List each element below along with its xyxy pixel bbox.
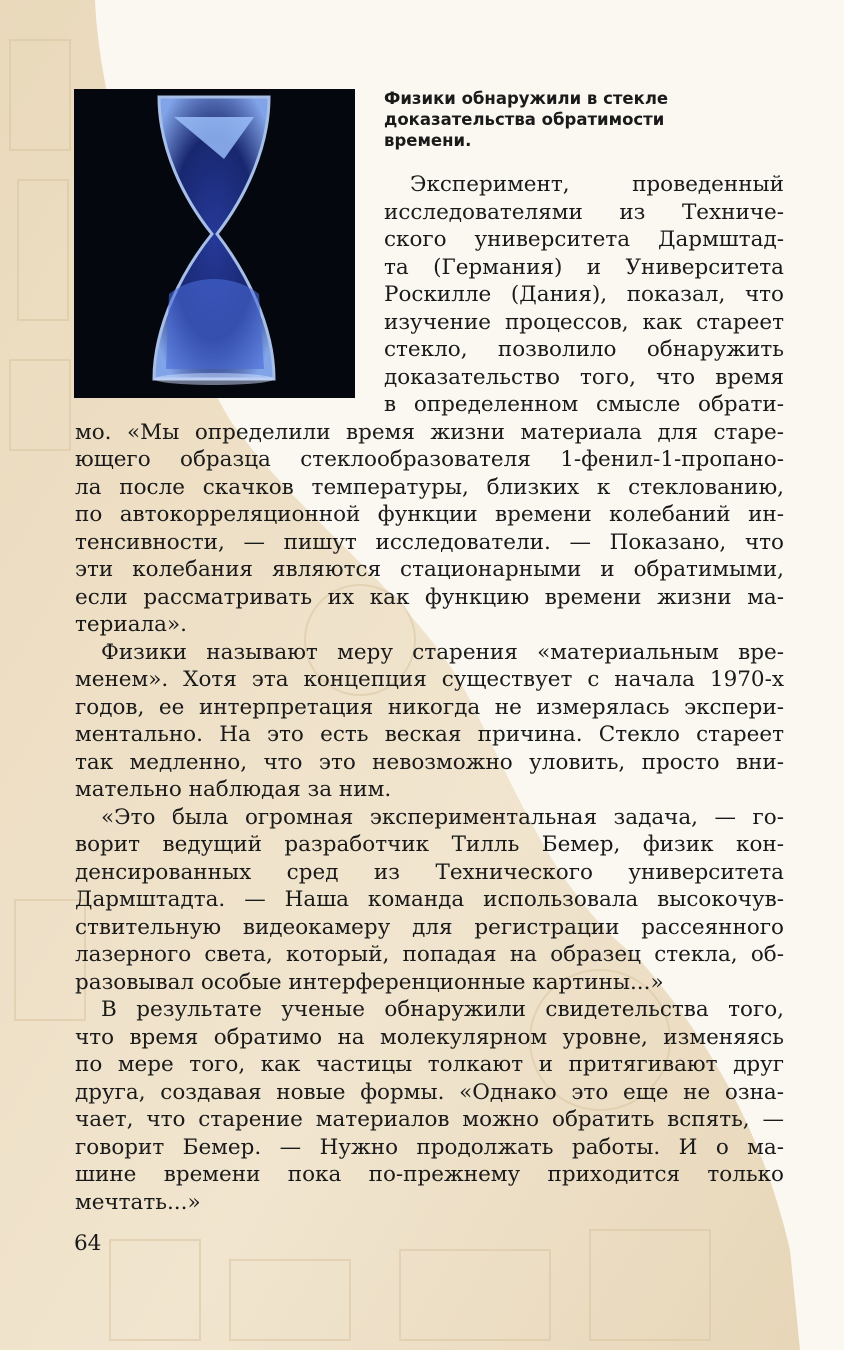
article-headline <box>384 88 784 151</box>
text-line: «Это была огромная экспериментальная задача, — го- <box>101 804 784 830</box>
text-line: по мере того, как частицы толкают и притягивают друг <box>75 1052 784 1077</box>
text-line: чает, что старение материалов можно обратить вспять, — <box>75 1107 784 1132</box>
text-line: ющего образца стеклообразователя 1-фенил-1-пропано- <box>75 447 784 472</box>
text-line: ствительную видеокамеру для регистрации рассеянного <box>75 914 784 940</box>
text-line: стекло, позволило обнаружить <box>384 337 784 362</box>
text-line: что время обратимо на молекулярном уровне, изменяясь <box>75 1024 784 1050</box>
hourglass-icon <box>74 89 355 398</box>
text-line: в определенном смысле обрати- <box>384 392 784 417</box>
headline-line: Физики обнаружили в стекле <box>384 89 669 108</box>
text-line: годов, ее интерпретация никогда не измерялась экспери- <box>75 694 784 720</box>
text-line: доказательство того, что время <box>384 364 784 390</box>
text-line: ворит ведущий разработчик Тилль Бемер, физик кон- <box>75 832 784 857</box>
text-line: Эксперимент, проведенный <box>410 172 784 197</box>
text-line: мо. «Мы определили время жизни материала для старе- <box>75 419 784 445</box>
text-line: ла после скачков температуры, близких к стеклованию, <box>75 474 784 500</box>
text-line: по автокорреляционной функции времени колебаний ин- <box>75 502 784 527</box>
text-line: Физики называют меру старения «материальным вре- <box>101 639 784 665</box>
text-line: мечтать...» <box>75 1189 201 1215</box>
text-line: ского университета Дармштад- <box>384 227 784 252</box>
text-line: териала». <box>75 612 187 637</box>
text-line: если рассматривать их как функцию времени жизни ма- <box>75 584 784 610</box>
page-number: 64 <box>74 1231 102 1256</box>
text-line: говорит Бемер. — Нужно продолжать работы. И о ма- <box>75 1134 784 1160</box>
text-line: мательно наблюдая за ним. <box>75 777 392 802</box>
text-line: так медленно, что это невозможно уловить, просто вни- <box>75 749 784 775</box>
text-line: лазерного света, который, попадая на образец стекла, об- <box>75 942 784 967</box>
hourglass-image <box>74 89 355 398</box>
text-line: ментально. На это есть веская причина. Стекло стареет <box>75 722 784 747</box>
text-line: В результате ученые обнаружили свидетельства того, <box>101 997 784 1022</box>
headline-line: доказательства обратимости <box>384 110 665 129</box>
text-line: Дармштадта. — Наша команда использовала высокочув- <box>75 887 784 912</box>
text-line: изучение процессов, как стареет <box>384 309 784 335</box>
text-line: тенсивности, — пишут исследователи. — Показано, что <box>75 529 784 555</box>
text-line: денсированных сред из Технического университета <box>75 859 784 885</box>
text-line: шине времени пока по-прежнему приходится только <box>75 1162 784 1187</box>
text-line: эти колебания являются стационарными и обратимыми, <box>75 557 784 582</box>
text-line: разовывал особые интерференционные картины...» <box>75 969 664 995</box>
text-line: друга, создавая новые формы. «Однако это еще не озна- <box>75 1079 784 1105</box>
text-line: Роскилле (Дания), показал, что <box>384 282 784 307</box>
text-line: исследователями из Техниче- <box>384 199 784 225</box>
headline-line: времени. <box>384 131 472 150</box>
text-line: та (Германия) и Университета <box>384 254 784 280</box>
text-line: менем». Хотя эта концепция существует с начала 1970-х <box>75 667 784 692</box>
